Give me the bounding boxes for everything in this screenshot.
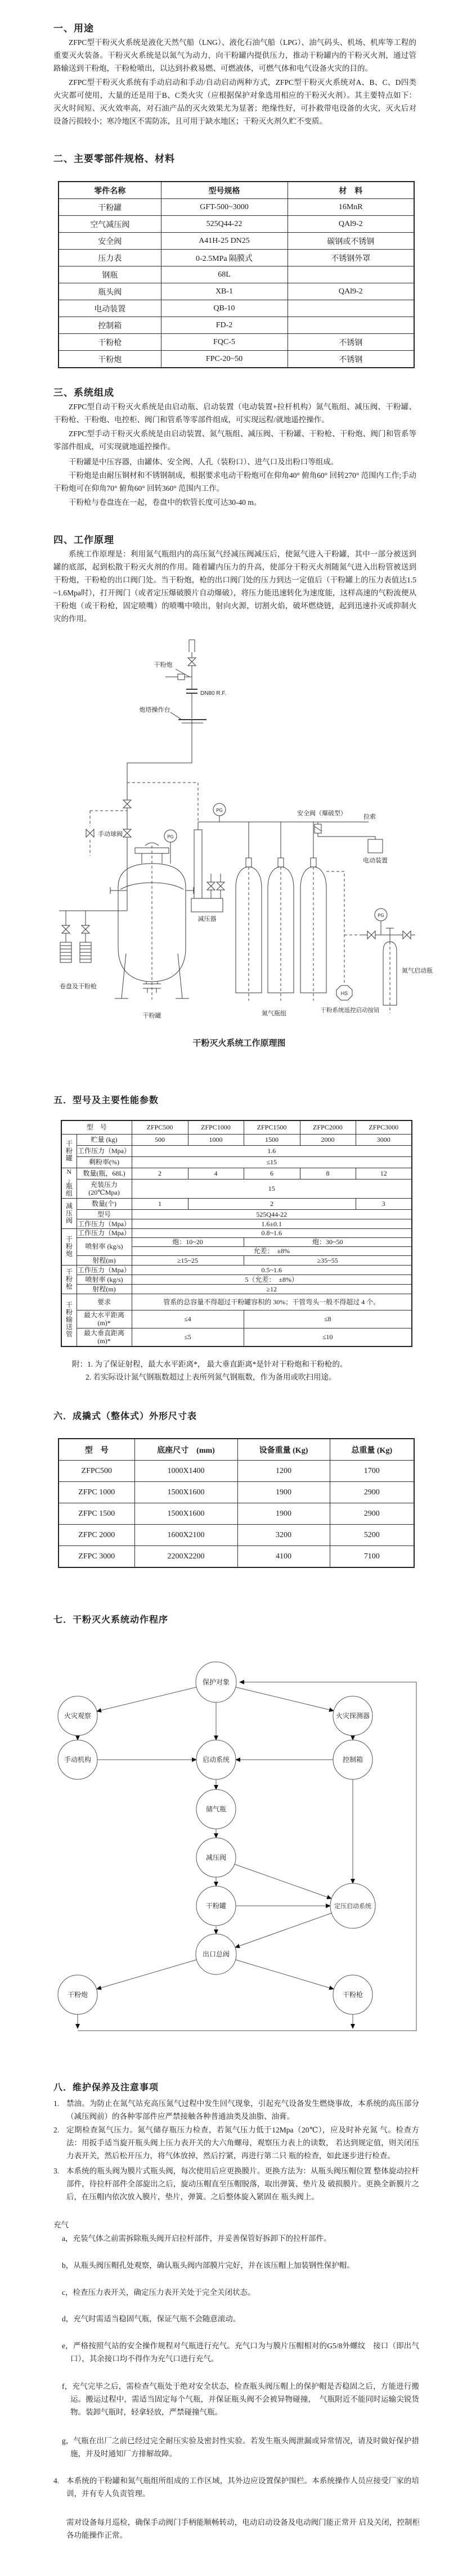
action-sequence-flowchart: [51, 1653, 444, 2046]
table-row: [61, 1198, 412, 1209]
item-number: 4.: [53, 2476, 60, 2485]
section-1-paragraph-2: ZFPC型干粉灭火系统有手动启动和手动/自动启动两种方式，ZFPC型干粉灭火系统对A、B、C、D四类火灾都可使用，大量的还是用于B、C类火灾（应根据保护对象选用相应的干粉灭火剂）。其主要特点如下：灭火时间短、灭火效率高，对石油产品的灭火效果尤为显著；绝缘性好，可扑救带电设备的火灾，灭火后对设备污损较小；寒冷地区不需防冻，且可用于缺水地区；干粉灭火剂久贮不变质。: [53, 78, 416, 125]
section-6-title: 六．成撬式（整体式）外形尺寸表: [53, 1412, 197, 1421]
powder-cannon-symbol: [165, 640, 197, 718]
section-3-paragraph-3: 干粉罐是中压容器，由罐体、安全阀、人孔（装粉口）、进气口及出粉口等组成。: [69, 458, 339, 466]
charging-step: g，气瓶在出厂之前已经过完全耐压实验及密封性实验。若发生瓶头阀泄漏或异常情况，请及时做好保护措施，并及时通知厂方排解故障。: [62, 2437, 419, 2458]
cell: ZFPC2000: [300, 1120, 356, 1134]
node-fire-detector: 火灾探测器: [335, 1712, 370, 1720]
cell: ZFPC 3000: [59, 1546, 134, 1568]
cell: ZFPC 1500: [59, 1503, 134, 1525]
cell: FQC-5: [161, 334, 288, 351]
pg-gauge-label: PG: [216, 808, 223, 813]
dimensions-table: [58, 1438, 415, 1568]
cell: 射程(m): [77, 1255, 132, 1265]
cell: 2000: [300, 1134, 356, 1145]
cell: 充装压力 (20℃Mpa): [77, 1179, 132, 1198]
table-row: [61, 1237, 412, 1246]
cell: 炮：30~50: [244, 1237, 412, 1246]
cell: 干粉枪: [59, 334, 161, 351]
cell: ZFPC 1000: [59, 1482, 134, 1503]
table-header-row: [59, 182, 414, 199]
section-5-title: 五．型号及主要性能参数: [53, 1096, 159, 1105]
cell: 1000: [188, 1134, 244, 1145]
cell: 工作压力（Mpa）: [77, 1228, 132, 1237]
cell: ZFPC500: [59, 1461, 134, 1482]
item-number: 3.: [53, 2167, 60, 2175]
node-powder-cannon: 干粉炮: [67, 1991, 88, 1999]
cell: 不锈钢: [288, 334, 414, 351]
item-number: 2.: [53, 2126, 60, 2134]
nitrogen-cylinder-group-symbol: [236, 822, 326, 1001]
cell: QAl9-2: [288, 283, 414, 300]
group-label: 干粉罐: [61, 1134, 77, 1168]
maintenance-item: [53, 2123, 419, 2162]
cell: 型 号: [61, 1120, 132, 1134]
pg-gauge-label: PG: [378, 913, 384, 918]
cell: 1500: [244, 1134, 300, 1145]
node-outlet-main-valve: 出口总阀: [202, 1950, 230, 1958]
node-manual-mechanism: 手动机构: [64, 1756, 92, 1764]
node-start-system: 启动系统: [202, 1756, 230, 1764]
col-header: 总重量 (Kg): [330, 1439, 414, 1461]
manual-ball-valve-label: 手动球阀: [98, 831, 123, 838]
cell: 控制箱: [59, 317, 161, 334]
group-label: N₂瓶组: [61, 1168, 77, 1198]
table-row: [61, 1209, 412, 1219]
table-row: [59, 1482, 414, 1503]
electric-device-label: 电动装置: [363, 857, 388, 864]
cell: ≤15: [132, 1156, 412, 1168]
table-row: [61, 1310, 412, 1328]
cell: ZFPC500: [132, 1120, 188, 1134]
cell: [288, 317, 414, 334]
item-text: 定期检查氮气压力。氮气储存瓶压力检查，若氮气压力低于12Mpa（20℃），应及时补充氮 气。检查方法：用扳手适当旋开瓶头阀上压力表开关的大六角螺母，观察压力表上的读数， 若达到规定值，则关闭压力表开关，然后松开压力，将气体放掉，然后拧紧，再进行第二只 瓶的检查，如此逐步进行检查。: [66, 2126, 419, 2160]
cell: 525Q44-22: [161, 216, 288, 233]
cell: 1500X1600: [134, 1503, 237, 1525]
table-row: [61, 1265, 412, 1275]
cell: ≥15~25: [132, 1255, 244, 1265]
table-row: [61, 1228, 412, 1237]
cell: 要求: [77, 1294, 132, 1310]
cell: FPC-20~50: [161, 351, 288, 368]
cell: ≤8: [244, 1310, 412, 1328]
pg-gauge-label: PG: [167, 834, 174, 839]
flange-label: DN80 R.F.: [200, 690, 227, 697]
cell: 2: [132, 1168, 188, 1179]
node-protect-object: 保护对象: [202, 1678, 230, 1686]
cell: 3000: [356, 1134, 412, 1145]
cell: 数量(瓶，68L): [77, 1168, 132, 1179]
section-3-title: 三、系统组成: [53, 387, 114, 398]
system-schematic-diagram: [51, 635, 444, 1074]
table-row: [61, 1219, 412, 1228]
cell: [288, 266, 414, 283]
cell: 空气减压阀: [59, 216, 161, 233]
flowchart-edges: [78, 1682, 416, 2031]
cell: ZFPC 2000: [59, 1525, 134, 1546]
table-row: [61, 1284, 412, 1294]
table-row: [59, 1503, 414, 1525]
table-row: [61, 1255, 412, 1265]
cell: 2900: [330, 1482, 414, 1503]
final-paragraph: 需对设备每月巡检，确保手动阀门手柄能顺畅转动，电动启动设备及电动阀门能正常开 启及关闭，控制柜各功能操作正常。: [66, 2518, 420, 2539]
node-fire-observation: 火灾观察: [64, 1712, 92, 1720]
cell: 数量(个): [77, 1198, 132, 1209]
powder-tank-symbol: [110, 843, 194, 1000]
cell: 最大水平距离 (m)*: [77, 1310, 132, 1328]
main-powder-pipe: [118, 720, 198, 911]
cell: 工作压力（Mpa）: [77, 1145, 132, 1156]
cell: 7100: [330, 1546, 414, 1568]
charging-step: a，充装气体之前需拆除瓶头阀开启拉杆部件，并妥善保管好拆卸下的拉杆部件。: [62, 2234, 331, 2243]
col-header: 底座尺寸 (mm): [134, 1439, 237, 1461]
col-header: 型号规格: [161, 182, 288, 199]
nitrogen-starter-bottle-symbol: [344, 909, 415, 1013]
table-row: [59, 334, 414, 351]
cell: 4100: [237, 1546, 330, 1568]
section-7-title: 七．干粉灭火系统动作程序: [53, 1615, 169, 1625]
table-row: [61, 1156, 412, 1168]
cell: 钢瓶: [59, 266, 161, 283]
table-row: [59, 283, 414, 300]
item-number: 1.: [53, 2099, 60, 2108]
cell: 干粉炮: [59, 351, 161, 368]
cell: QB-10: [161, 300, 288, 317]
cell: ZFPC1500: [244, 1120, 300, 1134]
cell: ≥12: [132, 1284, 412, 1294]
col-header: 材 料: [288, 182, 414, 199]
cell: 3: [356, 1198, 412, 1209]
cell: 瓶头阀: [59, 283, 161, 300]
tank-label: 干粉罐: [142, 1013, 161, 1019]
table-row: [59, 1546, 414, 1568]
cell: 1900: [237, 1503, 330, 1525]
diagram-caption: 干粉灭火系统工作原理图: [192, 1038, 286, 1048]
cell: 压力表: [59, 250, 161, 266]
table-row: [61, 1294, 412, 1310]
pressure-reducer-symbol: [191, 822, 224, 912]
cell: 喷射率 (kg/s): [77, 1237, 132, 1255]
cell: QAl9-2: [288, 216, 414, 233]
item-text: 本系统的干粉罐和氮气瓶组所组成的工作区域，其外边应设置保护围栏。本系统操作人员应接受厂家的培训，并有专人负责管理。: [66, 2476, 419, 2498]
cell: 4: [188, 1168, 244, 1179]
cell: 贮量 (kg): [77, 1134, 132, 1145]
cell: 16MnR: [288, 199, 414, 216]
cell: 1000X1400: [134, 1461, 237, 1482]
table-row: [59, 1461, 414, 1482]
turret-platform-symbol: [170, 712, 206, 723]
cell: 射程(m): [77, 1284, 132, 1294]
n2-starter-label: 氮气启动瓶: [402, 968, 433, 974]
section-3-paragraph-5: 干粉枪与卷盘连在一起，卷盘中的软管长度可达30-40 m。: [69, 498, 262, 507]
cell: XB-1: [161, 283, 288, 300]
col-header: 型 号: [59, 1439, 134, 1461]
table-row: [59, 351, 414, 368]
cell: 1700: [330, 1461, 414, 1482]
cell: 干粉罐: [59, 199, 161, 216]
table-row: [59, 300, 414, 317]
table-row: [59, 216, 414, 233]
performance-table: [61, 1120, 412, 1347]
table-note-1: 附：1. 为了保证射程，最大水平距离*， 最大垂直距离*是针对干粉炮和干粉枪的。: [72, 1360, 348, 1368]
cell: 500: [132, 1134, 188, 1145]
section-2-title: 二、主要零部件规格、材料: [53, 153, 175, 164]
cell: 允差： ±8%: [132, 1246, 412, 1255]
cell: ≤5: [132, 1328, 244, 1346]
cell: 安全阀: [59, 233, 161, 250]
table-row: [59, 317, 414, 334]
platform-label: 炮塔操作台: [139, 707, 170, 713]
cell: GFT-500~3000: [161, 199, 288, 216]
cell: A41H-25 DN25: [161, 233, 288, 250]
section-1-paragraph-1: ZFPC型干粉灭火系统是液化天然气船（LNG）、液化石油气船（LPG）、油气码头、机场、机库等工程的重要灭火装备。干粉灭火系统是以氮气为动力，向干粉罐内提供压力，推动干粉罐内的干粉灭火剂，通过管路输送到干粉炮，干粉枪喷出，以达到扑救易燃、可燃液体，可燃气体和电气设备火灾的目的。: [53, 38, 416, 73]
cell: 碳钢或不锈钢: [288, 233, 414, 250]
maintenance-item: [53, 2097, 419, 2123]
charging-step: e，严格按照气站的安全操作规程对气瓶进行充气。充气口为与膜片压帽相对的G5/8外螺纹 接口（即出气口），其余接口均不得作为充气口进行充气。: [62, 2342, 419, 2363]
cell: 1.6±0.1: [132, 1219, 412, 1228]
cell: 1.6: [132, 1145, 412, 1156]
hs-symbol-label: HS: [340, 991, 348, 996]
table-row: [61, 1120, 412, 1134]
cell: 喷射率 (kg/s): [77, 1275, 132, 1284]
col-header: 设备重量 (Kg): [237, 1439, 330, 1461]
cell: ≤4: [132, 1310, 244, 1328]
node-powder-gun: 干粉枪: [342, 1991, 363, 1999]
charging-step: f，充气完毕之后，需检查气瓶处于绝对安全状态，检查瓶头阀压帽上的保护帽是否稳固之后，方能进行搬运。搬运过程中，需适当固定每个气瓶，并保证瓶头阀不会被异物碰撞， 气瓶附近不能同时运输尖锐货物。装卸气瓶时，轻拿轻放，严禁碰撞气瓶。: [62, 2382, 419, 2416]
section-3-paragraph-1: ZFPC型自动干粉灭火系统是由启动瓶、启动装置（电动装置+拉杆机构）氮气瓶组、减压阀、干粉罐、干粉枪、干粉炮、电控柜、阀门和管系等零部件组成，可实现远程/就地遥控操作。: [53, 403, 416, 424]
group-label: 干粉枪: [61, 1265, 77, 1294]
reel-label: 卷盘及干粉枪: [60, 983, 97, 990]
section-3-paragraph-2: ZFPC型手动干粉灭火系统是由启动装置、氮气瓶组、减压阀、干粉罐、干粉枪、干粉炮、阀门和管系等零部件组成，可实现就地遥控操作。: [53, 430, 416, 451]
table-row: [61, 1328, 412, 1346]
maintenance-item: [53, 2474, 419, 2500]
col-header: 零件名称: [59, 182, 161, 199]
table-row: [61, 1145, 412, 1156]
node-pressure-reducing-valve: 减压阀: [205, 1854, 227, 1861]
node-constant-pressure-start: 定压启动系统: [334, 1903, 371, 1910]
charging-subtitle: 充气: [53, 2221, 69, 2229]
table-header-row: [59, 1439, 414, 1461]
cell: 不锈钢: [288, 351, 414, 368]
cell: 电动装置: [59, 300, 161, 317]
parts-table: [58, 181, 415, 368]
cell: 型号: [77, 1209, 132, 1219]
cell: 1: [132, 1198, 188, 1209]
remote-start-button-symbol: [326, 871, 352, 1000]
table-row: [59, 199, 414, 216]
table-row: [59, 233, 414, 250]
cable-label: 拉索: [363, 814, 376, 820]
table-row: [61, 1168, 412, 1179]
cell: 15: [132, 1179, 412, 1198]
section-4-paragraph-1: 系统工作原理是：利用氮气瓶组内的高压氮气经减压阀减压后，使氮气进入干粉罐，其中一部分被送到罐的底部，起到松散干粉灭火剂的作用。随着罐内压力的升高，使部分干粉灭火剂随氮气进入出粉管被送到干粉炮，干粉枪的出口阀门处。当干粉炮，枪的出口阀门处的压力到达一定值后（干粉罐上的压力表值达1.5~1.6Mpa时），打开阀门（或者定压爆破膜片自动爆破），将压力能迅速转化为速度能，这样高速的气粉流便从干粉炮（或干粉枪，固定喷嘴）的喷嘴中喷出，射向火源，切割火焰，破坏燃烧链，起到迅速扑灭或抑制火灾的作用。: [53, 550, 416, 623]
cell: [288, 300, 414, 317]
section-8-title: 八．维护保养及注意事项: [53, 2083, 159, 2093]
item-text: 本系统的瓶头阀为膜片式瓶头阀，每次使用后应更换膜片。更换方法为：从瓶头阀压帽位置 整体旋动拉杆部件，待拉杆部件全部旋出之后，旋动压帽直至压帽脱落，取出弹簧、垫片及 破损膜片。更换全新膜片之后，在压帽内依次放入膜片，垫片，弹簧。之后整体旋入紧固在 瓶头阀上。: [66, 2167, 419, 2201]
cell: 0.8~1.6: [132, 1228, 412, 1237]
cell: ≤10: [244, 1328, 412, 1346]
flowchart-nodes: [58, 1662, 375, 2014]
cell: 2900: [330, 1503, 414, 1525]
maintenance-item: [53, 2164, 419, 2203]
cannon-label: 干粉炮: [154, 662, 173, 668]
node-gas-bottle: 储气瓶: [205, 1805, 227, 1813]
cell: 6: [244, 1168, 300, 1179]
cell: 8: [300, 1168, 356, 1179]
group-label: 干粉炮: [61, 1228, 77, 1265]
reducer-label: 减压器: [197, 916, 217, 923]
section-4-title: 四、工作原理: [53, 535, 114, 545]
cell: ZFPC3000: [356, 1120, 412, 1134]
cell: 不锈钢外罩: [288, 250, 414, 266]
cell: 0-2.5MPa 隔膜式: [161, 250, 288, 266]
cell: 0.5~1.6: [132, 1265, 412, 1275]
cell: 炮：10~20: [132, 1237, 244, 1246]
cell: 1900: [237, 1482, 330, 1503]
cell: 2: [188, 1198, 356, 1209]
cell: 剩粉率(%): [77, 1156, 132, 1168]
group-label: 干粉输送管: [61, 1294, 77, 1346]
electric-actuator-symbol: [368, 839, 383, 853]
cell: 5（允差： ±8%）: [132, 1275, 412, 1284]
section-3-paragraph-4: 干粉炮是由耐压铜材和不锈钢制成，根据要求电动干粉炮可在仰角40° 俯角60° 回转270° 范围内工作;手动干粉炮可在仰角70° 俯角60° 回转360° 范围内工作。: [53, 471, 416, 492]
table-row: [61, 1134, 412, 1145]
item-text: 禁油。为防止在氮气站充高压氮气过程中发生回气现象，引起充气设备发生燃烧事故，本系统的高压部分（减压阀前）的各种零部件应严禁接触各种普通油类及油脂、油膏。: [66, 2099, 419, 2121]
cell: 2200X2200: [134, 1546, 237, 1568]
charging-step: d，充气时需适当稳固气瓶，保证气瓶不会随意滚动。: [62, 2315, 241, 2323]
hose-reel-symbol: [59, 911, 127, 962]
cell: 1500X1600: [134, 1482, 237, 1503]
cell: 12: [356, 1168, 412, 1179]
cell: 管系的总容量不得超过干粉罐容积的 30%；干管弯头一般不得超过 4 个。: [132, 1294, 412, 1310]
cell: ZFPC1000: [188, 1120, 244, 1134]
cell: 工作压力（Mpa）: [77, 1265, 132, 1275]
table-row: [59, 266, 414, 283]
node-powder-tank: 干粉罐: [205, 1902, 227, 1910]
cell: 工作压力（Mpa）: [77, 1219, 132, 1228]
cell: ≥35~55: [244, 1255, 412, 1265]
cell: FD-2: [161, 317, 288, 334]
remote-button-label: 干粉系统遥控启动按钮: [320, 1007, 380, 1014]
charging-step: b，从瓶头阀压帽孔处观察，确认瓶头阀内部膜片完好，并在该压帽上加装钢性保护帽。: [62, 2261, 354, 2270]
cell: 5200: [330, 1525, 414, 1546]
table-row: [61, 1275, 412, 1284]
group-label: 减压阀: [61, 1198, 77, 1228]
node-control-box: 控制箱: [342, 1756, 363, 1764]
charging-step: c，检查压力表开关，确定压力表开关处于完全关闭状态。: [62, 2288, 255, 2297]
section-1-title: 一、用途: [53, 23, 94, 34]
cell: 最大垂直距离 (m)*: [77, 1328, 132, 1346]
table-row: [61, 1179, 412, 1198]
safety-valve-label: 安全阀（爆破型）: [297, 810, 347, 817]
cell: 1200: [237, 1461, 330, 1482]
cell: 1600X2100: [134, 1525, 237, 1546]
table-row: [59, 250, 414, 266]
table-note-2: 2. 若实际设计氮气钢瓶数超过上表所列氮气钢瓶数，作为备用或吹扫用途。: [86, 1373, 336, 1381]
n2-group-label: 氮气瓶组: [262, 1010, 286, 1017]
cell: 525Q44-22: [132, 1209, 412, 1219]
cell: 3200: [237, 1525, 330, 1546]
cell: 68L: [161, 266, 288, 283]
table-row: [59, 1525, 414, 1546]
